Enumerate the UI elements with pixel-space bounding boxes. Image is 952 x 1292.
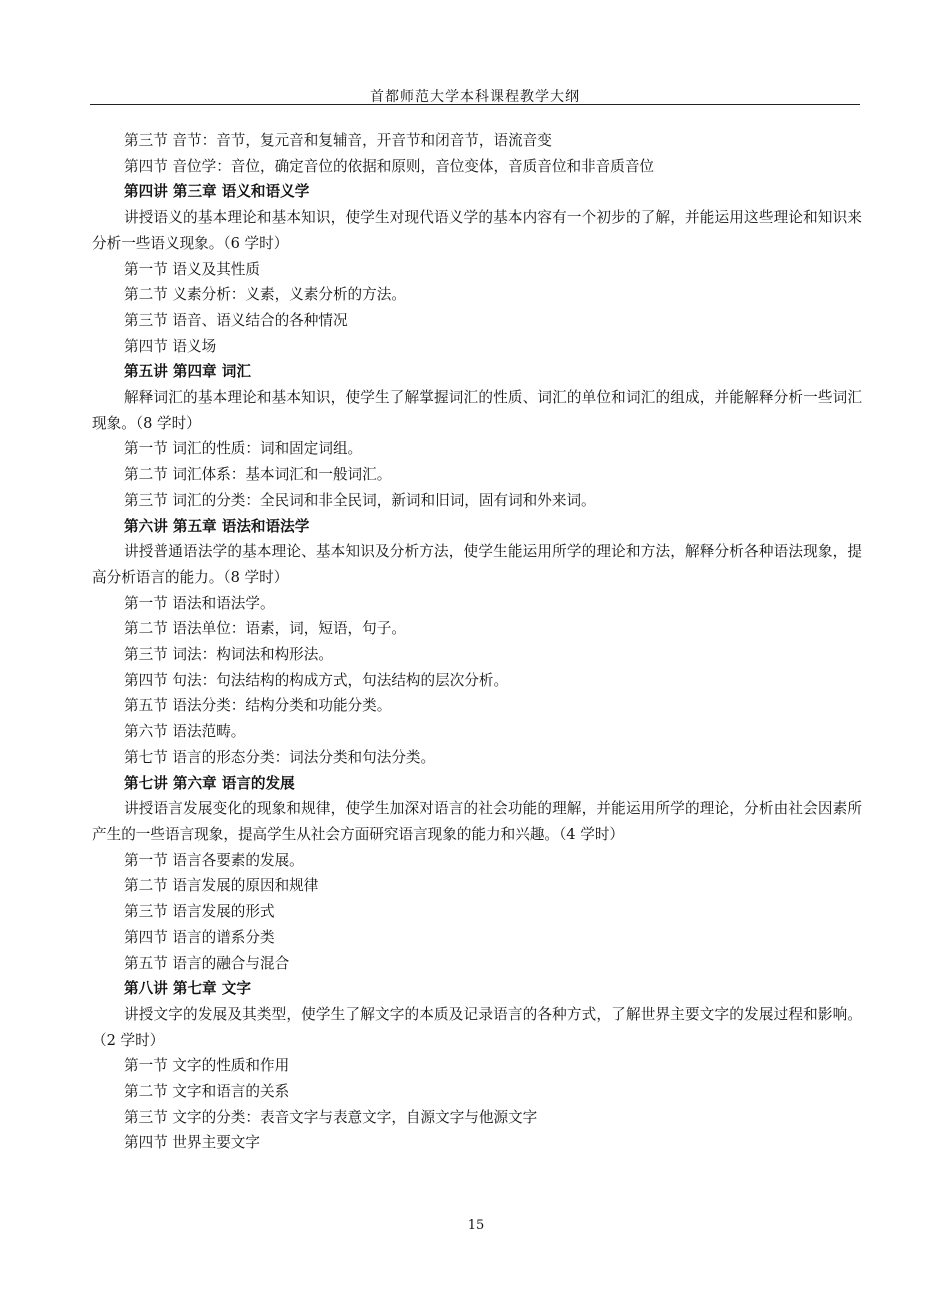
- section-item: 第一节 语言各要素的发展。: [124, 851, 304, 869]
- section-item: 第六节 语法范畴。: [124, 723, 246, 741]
- section-item: 第四节 世界主要文字: [124, 1134, 260, 1152]
- document-body: [92, 128, 862, 1156]
- section-item: 第三节 词法：构词法和构形法。: [124, 646, 333, 664]
- section-item: 第二节 语法单位：语素，词，短语，句子。: [124, 620, 406, 638]
- section-item: 第四节 音位学：音位，确定音位的依据和原则，音位变体，音质音位和非音质音位: [124, 157, 655, 175]
- section-item: 第七节 语言的形态分类：词法分类和句法分类。: [124, 748, 436, 766]
- section-item: 第三节 词汇的分类：全民词和非全民词，新词和旧词，固有词和外来词。: [124, 491, 596, 509]
- section-item: 第一节 语义及其性质: [124, 260, 260, 278]
- section-item: 第一节 文字的性质和作用: [124, 1057, 290, 1075]
- section-heading: 第四讲 第三章 语义和语义学: [124, 183, 310, 201]
- section-item: 第一节 语法和语法学。: [124, 594, 275, 612]
- section-item: 第五节 语法分类：结构分类和功能分类。: [124, 697, 392, 715]
- section-item: 第四节 语言的谱系分类: [124, 928, 275, 946]
- section-item: 第二节 语言发展的原因和规律: [124, 877, 319, 895]
- section-heading: 第六讲 第五章 语法和语法学: [124, 517, 310, 535]
- section-heading: 第八讲 第七章 文字: [124, 980, 251, 998]
- section-item: 第二节 文字和语言的关系: [124, 1083, 290, 1101]
- section-item: 第一节 词汇的性质：词和固定词组。: [124, 440, 363, 458]
- section-item: 第三节 音节：音节，复元音和复辅音，开音节和闭音节，语流音变: [124, 132, 552, 149]
- section-item: 第四节 语义场: [124, 337, 217, 355]
- header-rule: [90, 104, 860, 105]
- section-description: 讲授普通语法学的基本理论、基本知识及分析方法，使学生能运用所学的理论和方法，解释分析各种语法现象，提高分析语言的能力。（8 学时）: [92, 543, 862, 586]
- page-number: 15: [467, 1218, 485, 1233]
- section-heading: 第五讲 第四章 词汇: [124, 363, 251, 381]
- section-item: 第四节 句法：句法结构的构成方式，句法结构的层次分析。: [124, 671, 509, 689]
- section-item: 第二节 词汇体系：基本词汇和一般词汇。: [124, 466, 392, 484]
- section-item: 第三节 文字的分类：表音文字与表意文字，自源文字与他源文字: [124, 1108, 538, 1126]
- section-item: 第三节 语音、语义结合的各种情况: [124, 311, 348, 329]
- section-heading: 第七讲 第六章 语言的发展: [124, 774, 295, 792]
- section-description: 讲授文字的发展及其类型，使学生了解文字的本质及记录语言的各种方式，了解世界主要文字的发展过程和影响。（2 学时）: [92, 1005, 862, 1049]
- page-header: 首都师范大学本科课程教学大纲: [370, 89, 580, 105]
- section-description: 讲授语言发展变化的现象和规律，使学生加深对语言的社会功能的理解，并能运用所学的理论，分析由社会因素所产生的一些语言现象，提高学生从社会方面研究语言现象的能力和兴趣。（4 学时）: [92, 800, 862, 843]
- section-description: 解释词汇的基本理论和基本知识，使学生了解掌握词汇的性质、词汇的单位和词汇的组成，并能解释分析一些词汇现象。（8 学时）: [92, 389, 862, 432]
- section-item: 第五节 语言的融合与混合: [124, 954, 290, 972]
- section-description: 讲授语义的基本理论和基本知识，使学生对现代语义学的基本内容有一个初步的了解，并能运用这些理论和知识来分析一些语义现象。（6 学时）: [92, 209, 862, 252]
- section-item: 第二节 义素分析：义素，义素分析的方法。: [124, 286, 406, 304]
- section-item: 第三节 语言发展的形式: [124, 903, 275, 921]
